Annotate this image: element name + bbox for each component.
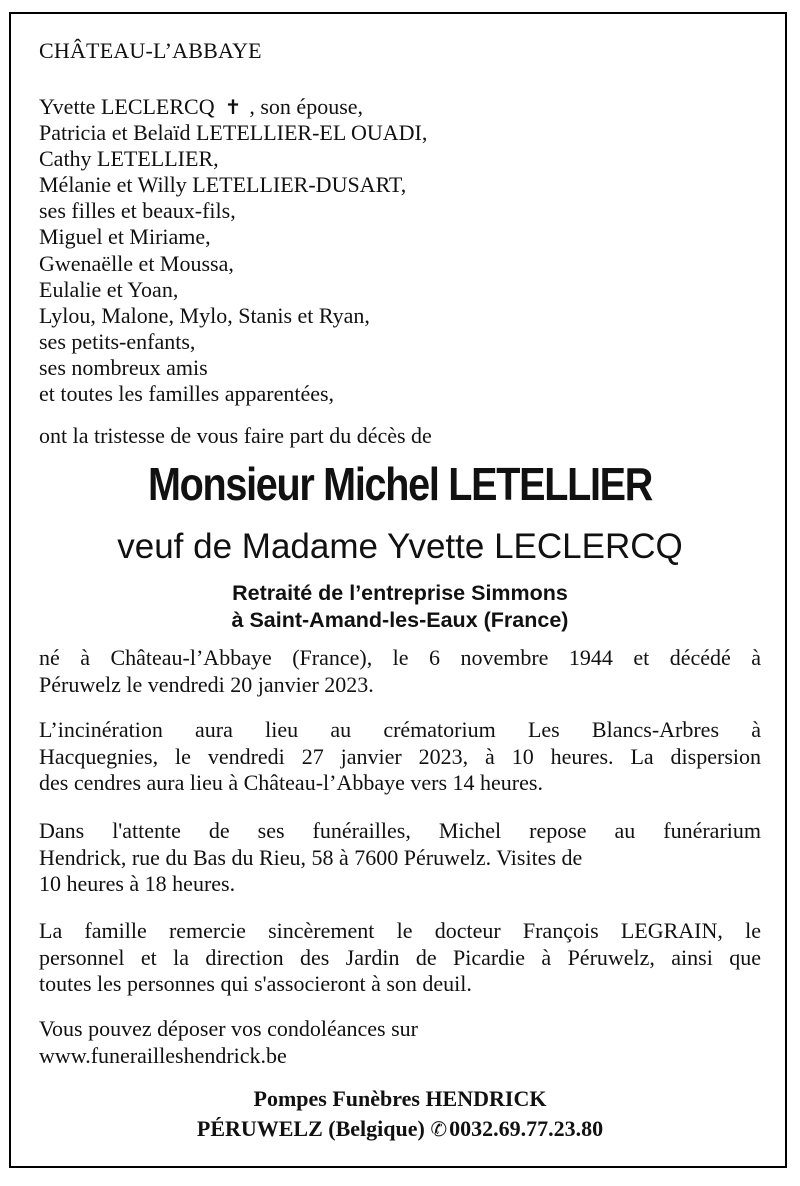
phone-icon: ✆ <box>430 1117 448 1141</box>
family-line: ses filles et beaux-fils, <box>39 198 236 224</box>
family-line: Mélanie et Willy LETELLIER-DUSART, <box>39 172 407 198</box>
birth-death-paragraph <box>39 645 761 698</box>
cross-icon: ✝ <box>224 95 242 119</box>
condolences-paragraph <box>39 1016 761 1069</box>
family-line: ses petits-enfants, <box>39 328 196 354</box>
funeral-company-contact <box>0 1114 800 1144</box>
family-line: ses nombreux amis <box>39 354 208 380</box>
family-line: Gwenaëlle et Moussa, <box>39 250 234 276</box>
phone-number[interactable]: 0032.69.77.23.80 <box>449 1116 604 1141</box>
paragraph-line: L’incinération aura lieu au crématorium Les Blancs-Arbres à <box>39 717 761 742</box>
paragraph-line: La famille remercie sincèrement le docteur François LEGRAIN, le <box>39 918 761 943</box>
family-line: Cathy LETELLIER, <box>39 146 219 172</box>
spouse-name: Yvette LECLERCQ <box>39 94 215 119</box>
paragraph-line: toutes les personnes qui s'associeront à son deuil. <box>39 971 472 996</box>
family-line <box>39 94 427 120</box>
announcement-intro: ont la tristesse de vous faire part du décès de <box>39 423 432 448</box>
family-list <box>39 94 427 407</box>
cremation-paragraph <box>39 717 761 797</box>
family-line: Lylou, Malone, Mylo, Stanis et Ryan, <box>39 302 370 328</box>
paragraph-line: Péruwelz le vendredi 20 janvier 2023. <box>39 671 374 697</box>
deceased-name: Monsieur Michel LETELLIER <box>147 458 653 510</box>
place-heading: CHÂTEAU-L’ABBAYE <box>39 38 262 63</box>
funeral-company-name: Pompes Funèbres HENDRICK <box>253 1086 547 1111</box>
family-line: Miguel et Miriame, <box>39 224 211 250</box>
occupation <box>0 580 800 634</box>
family-line: et toutes les familles apparentées, <box>39 381 335 407</box>
paragraph-line: Vous pouvez déposer vos condoléances sur <box>39 1016 419 1041</box>
spouse-suffix: , son épouse, <box>249 94 364 119</box>
paragraph-line: personnel et la direction des Jardin de Picardie à Péruwelz, ainsi que <box>39 944 761 970</box>
paragraph-line: Dans l'attente de ses funérailles, Michel repose au funérarium <box>39 818 761 843</box>
family-line: Eulalie et Yoan, <box>39 276 179 302</box>
paragraph-line: des cendres aura lieu à Château-l’Abbaye vers 14 heures. <box>39 770 543 795</box>
widow-line: veuf de Madame Yvette LECLERCQ <box>117 527 683 566</box>
paragraph-line: 10 heures à 18 heures. <box>39 871 236 896</box>
paragraph-line: Hendrick, rue du Bas du Rieu, 58 à 7600 Péruwelz. Visites de <box>39 844 583 870</box>
thanks-paragraph <box>39 918 761 998</box>
paragraph-line: Hacquegnies, le vendredi 27 janvier 2023, à 10 heures. La dispersion <box>39 743 761 769</box>
company-location: PÉRUWELZ (Belgique) <box>196 1116 425 1141</box>
occupation-line: à Saint-Amand-les-Eaux (France) <box>231 608 569 632</box>
website-link[interactable]: www.funerailleshendrick.be <box>39 1042 287 1068</box>
paragraph-line: né à Château-l’Abbaye (France), le 6 novembre 1944 et décédé à <box>39 645 761 670</box>
funeral-home-paragraph <box>39 818 761 898</box>
family-line: Patricia et Belaïd LETELLIER-EL OUADI, <box>39 120 428 146</box>
occupation-line: Retraité de l’entreprise Simmons <box>232 581 568 605</box>
